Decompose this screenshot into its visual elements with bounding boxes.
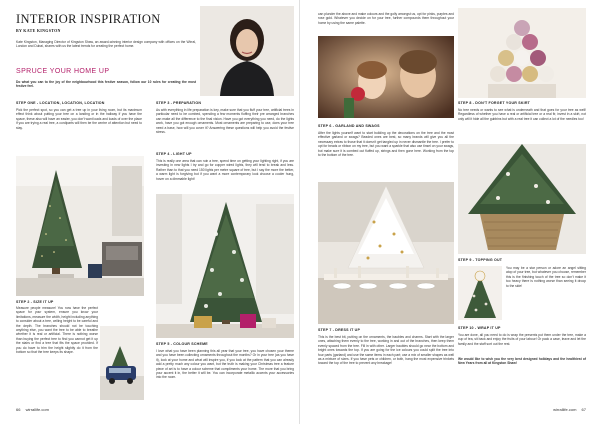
family-photo (318, 36, 454, 118)
basket-tree-photo (458, 144, 586, 254)
step-3-text: As with everything in life preparation is key, make sure that you fluff your tree, artificial trees in particular need to be combed, spending a few moments fluffing their pre arranged branches can make all the difference to the final vision. Have you got everything you need, do the lights work, have you got enough ornaments. Most ornaments are preparing to use, does your tree need a base, how will you cover it? Answering these questions will help you avoid the festive stress. (156, 108, 294, 135)
snowy-tree-image (156, 194, 294, 338)
website: wirrallife.com (553, 407, 577, 412)
step-2-text: Measure people measure! You now have the perfect space for your system, ensure you know your limitations, measure the width, height including anything to consider about a tree, ceiling height to be careful and the depth. The branches should not be touching anything else, you want the tree to be able to breathe whether it is real or artificial. There is nothing worse than buying the perfect tree to find you cannot get it up the stairs or find a tree that fits the space provided. If you do have to trim the height slightly do it from the bottom so that the tree keeps its shape. (16, 306, 98, 355)
step-5-heading: STEP 5 - COLOUR SCHEME (156, 342, 208, 346)
step-9-heading: STEP 9 - TOPPING OUT (458, 258, 503, 262)
white-tree-table-image (318, 182, 454, 324)
tree-topper-image (458, 266, 502, 320)
step-4-text: This is really one area that can ruin a tree, spend time on getting your lighting right, if you are investing in new lights I try and go for copper wired lights, they will tend to break and less. Rather than to that you need 150 lights per metre square of tree, but I say the more the better, a warm light is forgiving but if you want a more contemporary look choose a cooler hung, hover on a dimmable light! (156, 159, 294, 181)
step-10-heading: STEP 10 - WRAP IT UP (458, 326, 501, 330)
step-5-text: I love what you have been planning this all year that your tree, you have chosen your theme and you have been collecting ornaments throughout the months? Or in your tree (as you have it), look at your home and what will inspire you, if you look at the pattern that you can already add a pretty much any colour you want, but the truth is making your Christmas tree a feature piece of art is to have a colour scheme that compliments your home. The more that you bring your accent it in, the better it will be. You can incorporate metallic accents your accessories into the room. (156, 349, 294, 380)
page-title: INTERIOR INSPIRATION (16, 12, 161, 26)
step-8-text: No tree needs or wants to see what is underneath and that goes for your tree as well! Regardless of whether you have a real or artificial tree or a real fir, invest in a skirt, not only will it hide all the gubbins but with a real tree it can collect a lot of the needles too! (458, 108, 586, 121)
page-number: 66 (16, 407, 21, 412)
right-page-footer (553, 407, 586, 412)
step-2-heading: STEP 2 - SIZE IT UP (16, 300, 54, 304)
website: wirrallife.com (25, 407, 49, 412)
step-10-text: You are done, all you need to do is wrap the presents put them under the tree, make a cup of tea, sit back and enjoy the fruits of your labour! Or pack a case, leave and let the family and the staff sort out the rest. (458, 333, 586, 346)
bauble-tower-photo (458, 8, 586, 98)
car-tree-image (100, 326, 144, 400)
step-4-heading: STEP 4 - LIGHT UP (156, 152, 192, 156)
living-room-tree-photo (16, 156, 144, 296)
author-portrait-image (200, 6, 294, 96)
step-8-heading: STEP 8 - DON'T FORGET YOUR SKIRT (458, 101, 531, 105)
byline: BY KATE KINGSTON (16, 28, 61, 33)
snowy-tree-photo (156, 194, 294, 338)
step-3-heading: STEP 3 - PREPARATION (156, 101, 202, 105)
basket-tree-image (458, 144, 586, 254)
step-1-text: Pick the perfect spot, so you can get a tree up in your living room, but its maximum effect think about putting your tree on a landing or in the hallway if you have the space, these also will have an easier, you don't want loads and loads of over the place if you are trying a real tree, a cordiparts will then be the centre of attention but need to stay. (16, 108, 142, 130)
left-page-number (16, 407, 49, 412)
step-9-text: You may be a star person or adore an angel sitting atop of your tree, but whatever you choose, remember this is the finishing touch of the tree so don't make it too heavy there is nothing worse than seeing it droop to the side! (506, 266, 586, 288)
step-1-heading: STEP ONE - LOCATION, LOCATION, LOCATION (16, 101, 105, 105)
tree-topper-photo (458, 266, 502, 320)
page-number: 67 (581, 407, 586, 412)
right-intro-text: can plunder the above and make colours and the golly amongst us, opt for pinks, purples and rose gold. Whatever you decide on for your tree, further compounds them throughout your home by using the same palette. (318, 12, 454, 25)
section-subhead: SPRUCE YOUR HOME UP (16, 68, 110, 75)
intro-text: Kate Kingston, Managing Director of Kingston Shaw, an award-winning interior design company with offices on the Wirral, London and Dubai, shares with us the latest trends for creating the perfect home. (16, 40, 196, 49)
right-page (300, 0, 600, 424)
author-photo (200, 6, 294, 96)
car-tree-photo (100, 326, 144, 400)
step-6-text: After the lights yourself want to start building up the decorations on the tree and the most effective garland or swags? Beaded ones are best, so many brands will give you all the necessary extras to those that it doesn't get tangled up in never dismantle the tree. I prefer to opt for beads or ribbon on my tree, but you want a sparkle that also use tinsel on your swags, but make sure it is combed out fluffed up, strings and then gone here. Working from the top to the bottom of the tree. (318, 131, 454, 158)
step-6-heading: STEP 6 - GARLAND AND SWAGS (318, 124, 380, 128)
step-10-closing: We would like to wish you the very best designed holidays and the healthiest of New Years from all at Kingston Shaw! (458, 357, 586, 366)
subhead-text: Do what you can to the joy of the neighbourhood this festive season, follow our 10 rules for creating the most festive feel. (16, 80, 196, 89)
white-tree-table-photo (318, 182, 454, 324)
step-7-heading: STEP 7 - DRESS IT UP (318, 328, 361, 332)
living-room-tree-image (16, 156, 144, 296)
step-7-text: This is the best bit, putting on the ornaments, the baubles and charms. Start with the larger ones, attaching them evenly to the tree, working in and out of the branches, then keep them evenly spaced from the tree. Fill in with other. Larger baubles should go near the bottom and bright ones towards the top. If you are going for the ice colours you could split the tree into four parts (garland) and use the same items in each part; use a mix of smaller shapes as well as a mixture of sizes. If you have pets or children, or both, hang the most expensive trinkets toward the top of the tree to prevent any breakage! (318, 335, 454, 366)
family-image (318, 36, 454, 118)
bauble-tower-image (458, 8, 586, 98)
